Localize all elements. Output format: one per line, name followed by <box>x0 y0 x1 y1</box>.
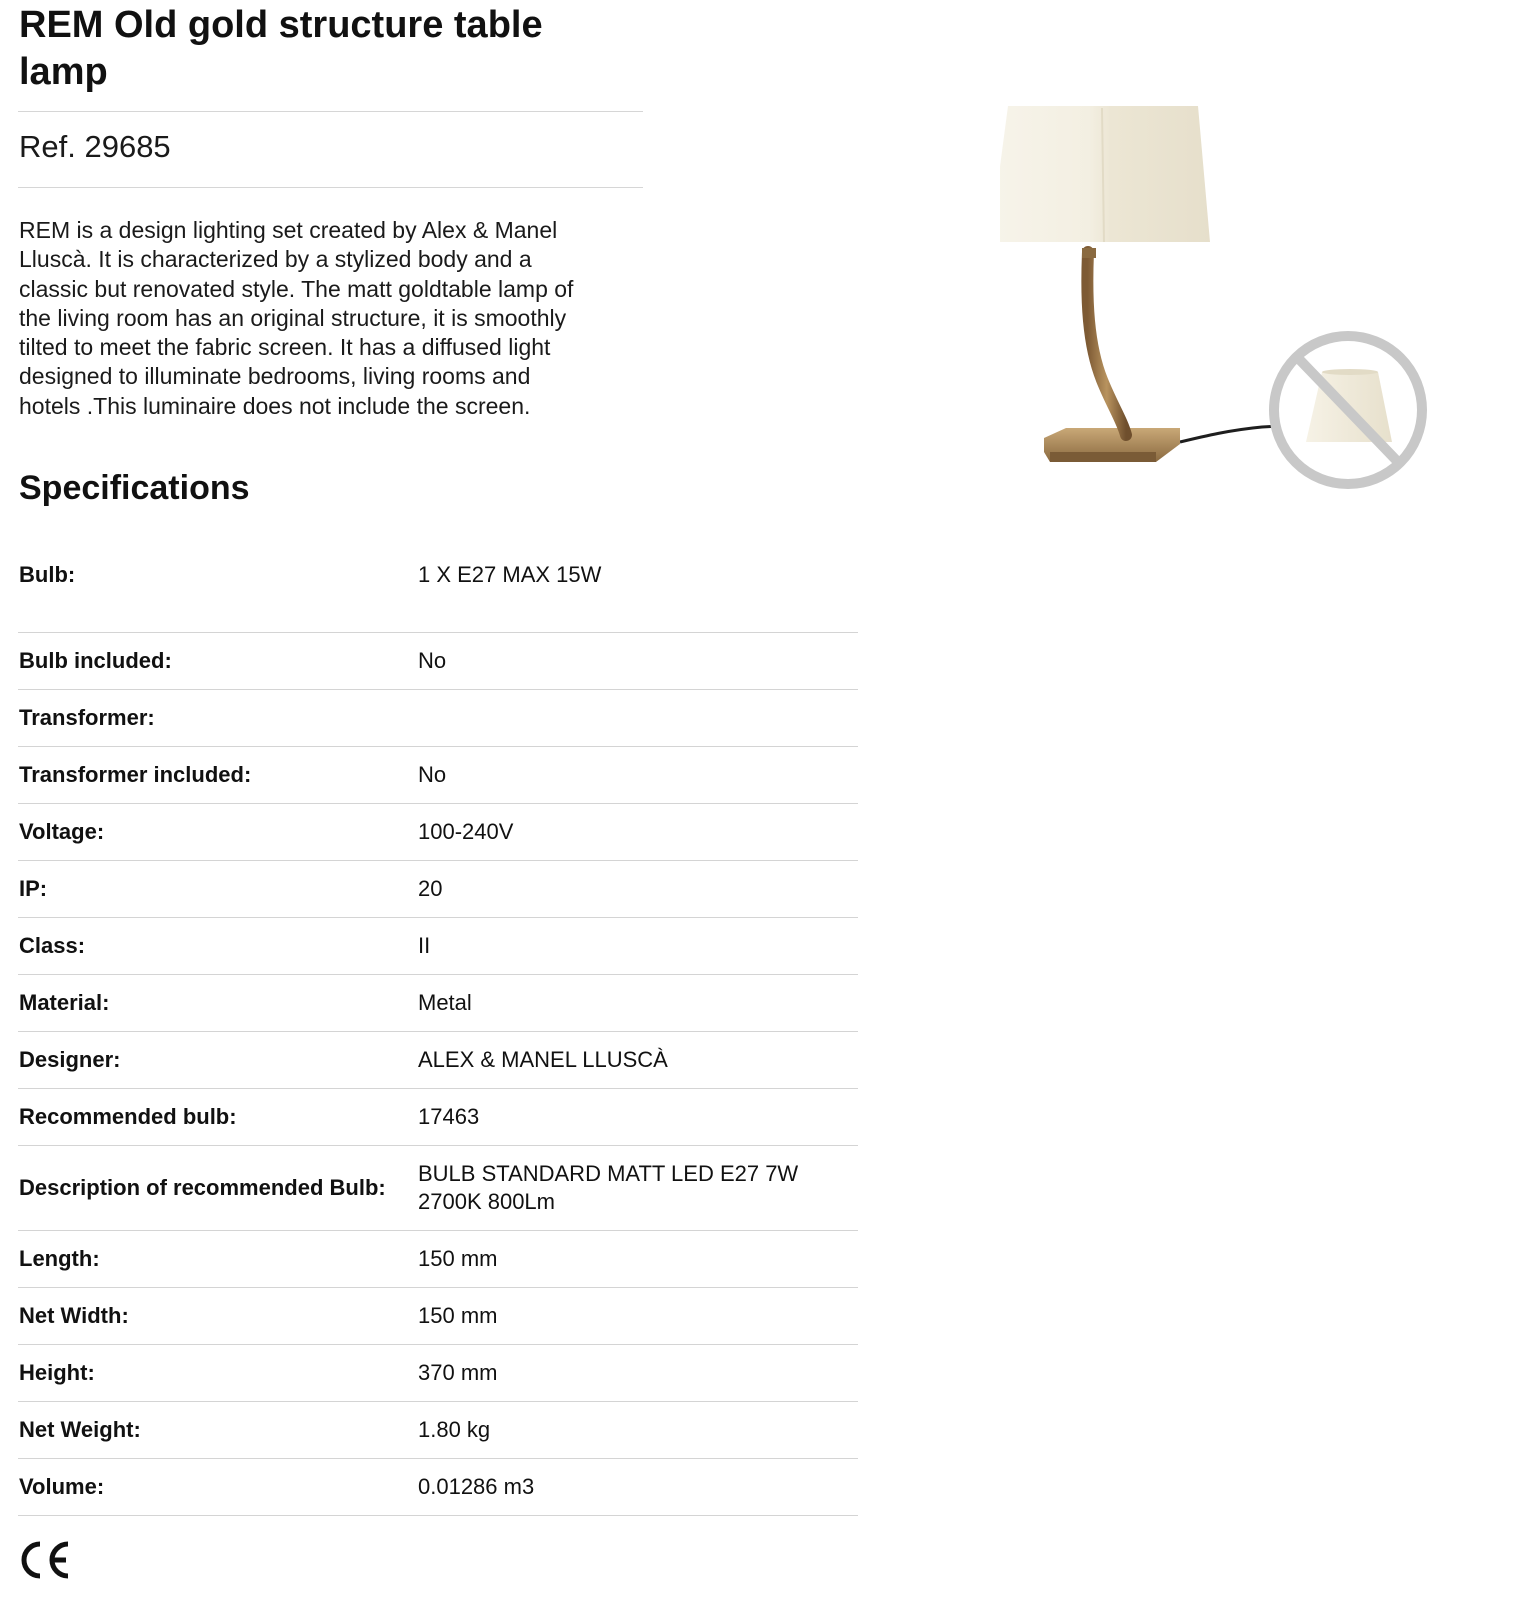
product-description: REM is a design lighting set created by Alex & Manel Lluscà. It is characterized by a stylized body and a classic but renovated style. The matt goldtable lamp of the living room has an original structure, it is smoothly tilted to meet the fabric screen. It has a diffused light designed to illuminate bedrooms, living rooms and hotels .This luminaire does not include the screen. <box>19 217 574 419</box>
spec-label: Material: <box>19 990 110 1015</box>
spec-value: No <box>418 762 447 787</box>
spec-row-volume <box>18 1459 858 1516</box>
spec-value: 1 X E27 MAX 15W <box>418 562 602 587</box>
spec-row-net-weight <box>18 1402 858 1459</box>
spec-row-bulb-included <box>18 633 858 690</box>
spec-row-recommended-bulb-description <box>18 1146 858 1231</box>
spec-label: Designer: <box>19 1047 121 1072</box>
spec-label: Transformer: <box>19 705 155 730</box>
spec-row-height <box>18 1345 858 1402</box>
spec-value: BULB STANDARD MATT LED E27 7W 2700K 800Lm <box>418 1161 799 1214</box>
spec-row-net-width <box>18 1288 858 1345</box>
spec-label: Class: <box>19 933 86 958</box>
spec-row-transformer <box>18 690 858 747</box>
spec-value: 150 mm <box>418 1303 498 1328</box>
spec-label: Description of recommended Bulb: <box>19 1175 386 1200</box>
spec-label: Bulb: <box>19 562 76 587</box>
spec-row-transformer-included <box>18 747 858 804</box>
spec-value: Metal <box>418 990 472 1015</box>
spec-label: Length: <box>19 1246 100 1271</box>
spec-label: Net Weight: <box>19 1417 141 1442</box>
product-reference: Ref. 29685 <box>19 129 171 164</box>
spec-row-recommended-bulb <box>18 1089 858 1146</box>
spec-label: Transformer included: <box>19 762 252 787</box>
table-lamp <box>1000 106 1280 462</box>
title-divider <box>18 111 643 112</box>
spec-value: No <box>418 648 447 673</box>
spec-value: 17463 <box>418 1104 480 1129</box>
spec-label: Voltage: <box>19 819 105 844</box>
specifications-heading: Specifications <box>19 469 250 507</box>
ce-mark-icon <box>18 1538 74 1582</box>
spec-value: 100-240V <box>418 819 514 844</box>
reference-divider <box>18 187 643 188</box>
spec-label: Bulb included: <box>19 648 172 673</box>
spec-value: 0.01286 m3 <box>418 1474 535 1499</box>
product-image <box>1000 100 1470 520</box>
spec-row-designer <box>18 1032 858 1089</box>
spec-value: 150 mm <box>418 1246 498 1271</box>
spec-row-ip <box>18 861 858 918</box>
specifications-table <box>18 541 858 1516</box>
spec-row-class <box>18 918 858 975</box>
spec-value: ALEX & MANEL LLUSCÀ <box>418 1047 668 1072</box>
spec-value: II <box>418 933 431 958</box>
spec-value: 1.80 kg <box>418 1417 491 1442</box>
spec-label: Volume: <box>19 1474 105 1499</box>
spec-label: IP: <box>19 876 48 901</box>
spec-row-voltage <box>18 804 858 861</box>
spec-row-length <box>18 1231 858 1288</box>
spec-label: Recommended bulb: <box>19 1104 237 1129</box>
spec-label: Net Width: <box>19 1303 129 1328</box>
spec-label: Height: <box>19 1360 95 1385</box>
spec-row-bulb <box>18 541 858 633</box>
spec-row-material <box>18 975 858 1032</box>
spec-value: 370 mm <box>418 1360 498 1385</box>
spec-value: 20 <box>418 876 443 901</box>
no-shade-prohibition-icon <box>1274 336 1422 484</box>
product-title: REM Old gold structure table lamp <box>19 4 543 93</box>
